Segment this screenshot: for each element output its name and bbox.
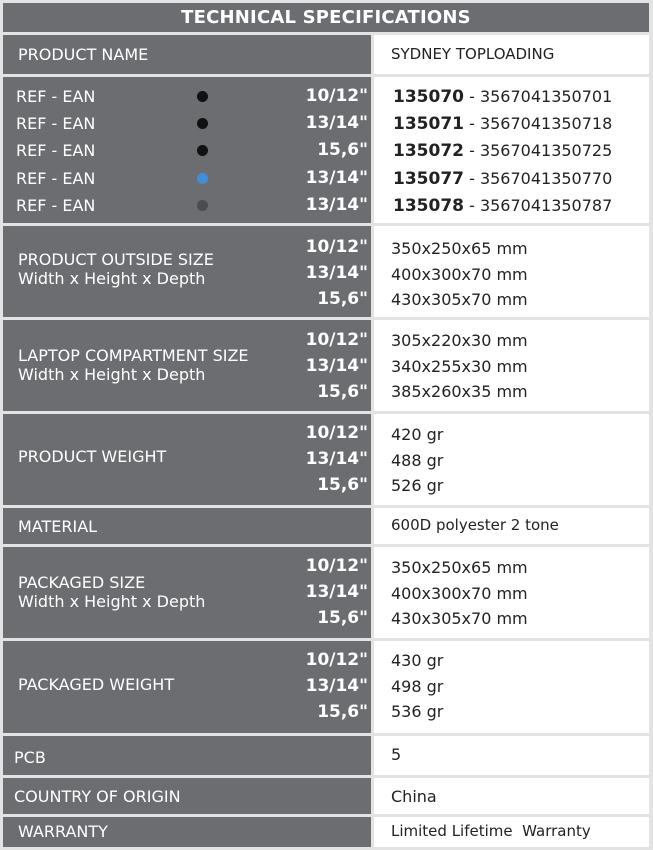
ref-number: 135071 xyxy=(393,114,464,134)
packaged-size-values xyxy=(391,555,528,632)
color-swatch-dot xyxy=(197,91,208,102)
weight-value: 536 gr xyxy=(391,702,444,721)
color-swatch-dot xyxy=(197,200,208,211)
ref-separator: - xyxy=(463,114,480,133)
size-13-14: 13/14" xyxy=(305,582,368,602)
packaged-weight-label: PACKAGED WEIGHT xyxy=(18,675,175,694)
ref-separator: - xyxy=(463,141,480,160)
laptop-size-label: LAPTOP COMPARTMENT SIZE xyxy=(18,346,249,365)
dimension-value: 340x255x30 mm xyxy=(391,356,528,376)
size-15-6: 15,6" xyxy=(317,608,368,628)
product-name-label: PRODUCT NAME xyxy=(18,45,149,64)
laptop-compartment-row xyxy=(3,320,649,411)
dimension-value: 430x305x70 mm xyxy=(391,290,528,309)
product-weight-values xyxy=(391,422,443,499)
ref-ean-value xyxy=(393,192,612,219)
size-10-12: 10/12" xyxy=(305,556,368,576)
size-15-6: 15,6" xyxy=(317,475,368,495)
ref-size: 10/12" xyxy=(305,86,368,106)
product-weight-row xyxy=(3,414,649,505)
ref-label: REF - EAN xyxy=(16,87,96,106)
outside-size-row xyxy=(3,226,649,317)
pcb-value: 5 xyxy=(391,745,402,764)
ref-label: REF - EAN xyxy=(16,114,96,133)
material-row xyxy=(3,508,649,544)
ref-number: 135078 xyxy=(393,196,464,216)
size-list xyxy=(306,234,368,312)
origin-label: COUNTRY OF ORIGIN xyxy=(14,787,181,806)
ref-size: 13/14" xyxy=(305,168,368,188)
ref-number: 135070 xyxy=(393,87,464,107)
size-13-14: 13/14" xyxy=(305,263,368,283)
product-name-value: SYDNEY TOPLOADING xyxy=(391,45,555,63)
size-list xyxy=(306,647,368,725)
weight-value: 430 gr xyxy=(391,651,444,670)
ref-label: REF - EAN xyxy=(16,141,96,160)
size-10-12: 10/12" xyxy=(305,237,368,257)
packaged-size-row xyxy=(3,547,649,638)
outside-size-label: PRODUCT OUTSIDE SIZE xyxy=(18,250,214,269)
ref-separator: - xyxy=(463,87,480,106)
size-list xyxy=(306,553,368,631)
ref-ean-value xyxy=(393,137,612,164)
packaged-weight-values xyxy=(391,648,443,725)
weight-value: 526 gr xyxy=(391,476,444,495)
ref-separator: - xyxy=(463,169,480,188)
ref-size: 15,6" xyxy=(317,140,368,160)
size-15-6: 15,6" xyxy=(317,382,368,402)
packaged-size-sublabel: Width x Height x Depth xyxy=(18,592,206,611)
ref-size: 13/14" xyxy=(305,195,368,215)
outside-size-sublabel: Width x Height x Depth xyxy=(18,269,206,288)
weight-value: 498 gr xyxy=(391,676,444,696)
ean-number: 3567041350718 xyxy=(479,114,613,133)
material-value: 600D polyester 2 tone xyxy=(391,516,559,534)
spec-title: TECHNICAL SPECIFICATIONS xyxy=(3,3,649,32)
dimension-value: 385x260x35 mm xyxy=(391,382,528,401)
laptop-size-sublabel: Width x Height x Depth xyxy=(18,365,206,384)
ean-number: 3567041350787 xyxy=(479,196,613,215)
color-swatch-dot xyxy=(197,173,208,184)
packaged-size-label: PACKAGED SIZE xyxy=(18,573,146,592)
warranty-row xyxy=(3,817,649,847)
ref-number: 135077 xyxy=(393,169,464,189)
dimension-value: 350x250x65 mm xyxy=(391,239,528,258)
outside-size-values xyxy=(391,236,528,313)
dimension-value: 350x250x65 mm xyxy=(391,558,528,577)
weight-value: 420 gr xyxy=(391,425,444,444)
ref-ean-value xyxy=(393,110,612,137)
dimension-value: 430x305x70 mm xyxy=(391,609,528,628)
product-name-row xyxy=(3,35,649,74)
size-13-14: 13/14" xyxy=(305,676,368,696)
ean-number: 3567041350770 xyxy=(479,169,613,188)
pcb-label: PCB xyxy=(14,748,46,767)
material-label: MATERIAL xyxy=(18,517,98,536)
pcb-row xyxy=(3,736,649,775)
ean-number: 3567041350725 xyxy=(479,141,613,160)
ref-ean-value xyxy=(393,165,612,192)
ref-ean-row xyxy=(3,77,649,223)
ref-number: 135072 xyxy=(393,141,464,161)
size-10-12: 10/12" xyxy=(305,423,368,443)
warranty-value: Limited Lifetime Warranty xyxy=(391,822,591,840)
dimension-value: 400x300x70 mm xyxy=(391,583,528,603)
size-13-14: 13/14" xyxy=(305,449,368,469)
ref-ean-value xyxy=(393,83,612,110)
country-of-origin-row xyxy=(3,778,649,814)
size-list xyxy=(306,420,368,498)
ean-number: 3567041350701 xyxy=(479,87,613,106)
ref-label: REF - EAN xyxy=(16,169,96,188)
laptop-size-values xyxy=(391,328,528,405)
weight-value: 488 gr xyxy=(391,450,444,470)
origin-value: China xyxy=(391,787,437,806)
ref-separator: - xyxy=(463,196,480,215)
size-15-6: 15,6" xyxy=(317,289,368,309)
color-swatch-dot xyxy=(197,145,208,156)
size-10-12: 10/12" xyxy=(305,330,368,350)
size-list xyxy=(306,327,368,405)
dimension-value: 305x220x30 mm xyxy=(391,331,528,350)
size-13-14: 13/14" xyxy=(305,356,368,376)
color-swatch-dot xyxy=(197,118,208,129)
ref-size: 13/14" xyxy=(305,113,368,133)
product-weight-label: PRODUCT WEIGHT xyxy=(18,447,167,466)
packaged-weight-row xyxy=(3,641,649,733)
warranty-label: WARRANTY xyxy=(18,822,108,841)
size-10-12: 10/12" xyxy=(305,650,368,670)
size-15-6: 15,6" xyxy=(317,702,368,722)
ref-label: REF - EAN xyxy=(16,196,96,215)
dimension-value: 400x300x70 mm xyxy=(391,264,528,284)
